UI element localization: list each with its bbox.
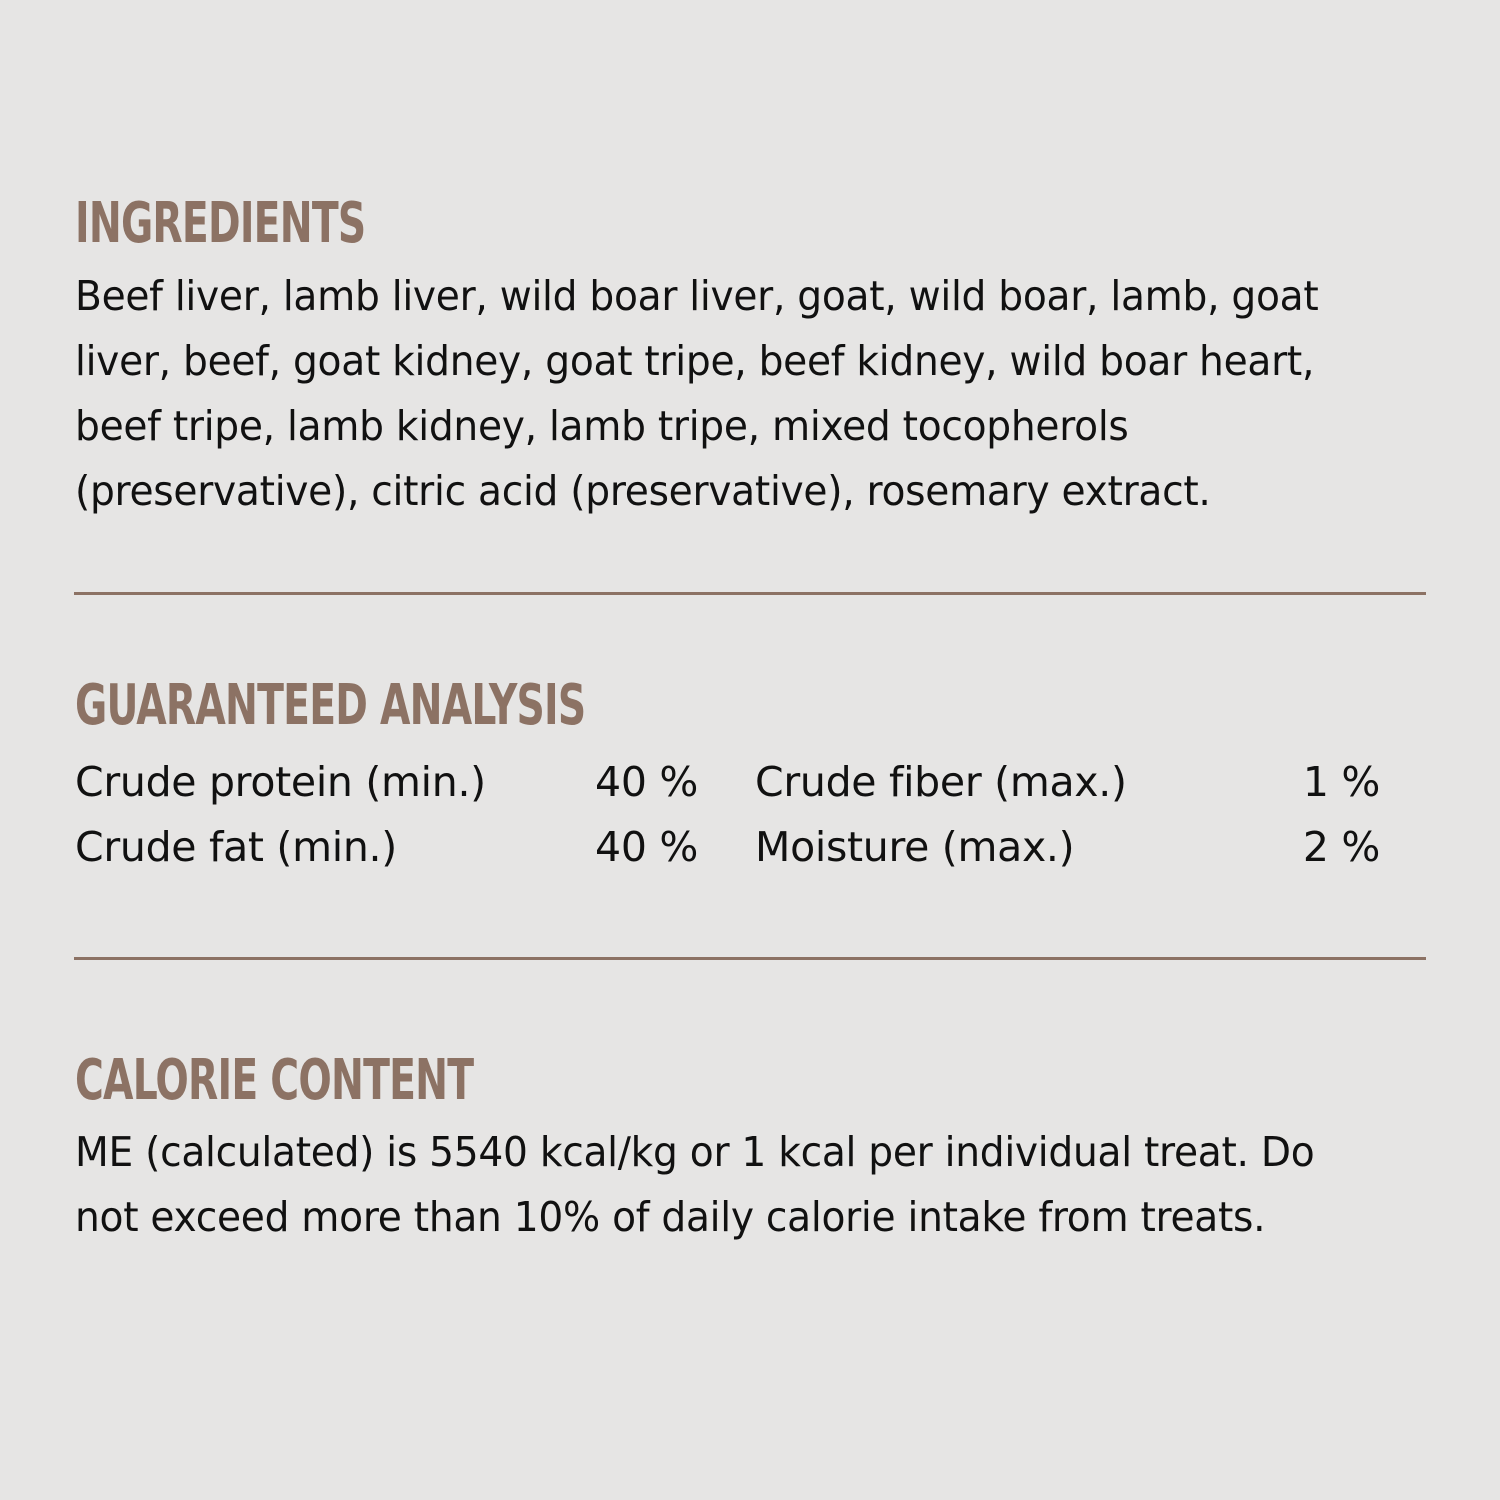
- analysis-value: 40 %: [595, 758, 698, 806]
- analysis-value: 2 %: [1302, 823, 1380, 871]
- calorie-text: ME (calculated) is 5540 kcal/kg or 1 kcal per individual treat. Do not exceed more than 10% of daily calorie intake from treats.: [75, 1128, 1315, 1241]
- analysis-label: Crude protein (min.): [75, 758, 486, 806]
- section-divider: [74, 957, 1426, 960]
- analysis-value: 40 %: [595, 823, 698, 871]
- analysis-label: Crude fat (min.): [75, 823, 397, 871]
- section-divider: [74, 592, 1426, 595]
- ingredients-text: Beef liver, lamb liver, wild boar liver, goat, wild boar, lamb, goat liver, beef, goat kidney, goat tripe, beef kidney, wild boar heart, beef tripe, lamb kidney, lamb tripe, mixed tocopherols (preservative), citric acid (preservative), rosemary extract.: [75, 272, 1319, 515]
- analysis-label: Crude fiber (max.): [755, 758, 1127, 806]
- analysis-heading: GUARANTEED ANALYSIS: [75, 673, 586, 738]
- analysis-label: Moisture (max.): [755, 823, 1075, 871]
- calorie-heading: CALORIE CONTENT: [75, 1048, 474, 1113]
- analysis-value: 1 %: [1302, 758, 1380, 806]
- ingredients-heading: INGREDIENTS: [75, 191, 366, 256]
